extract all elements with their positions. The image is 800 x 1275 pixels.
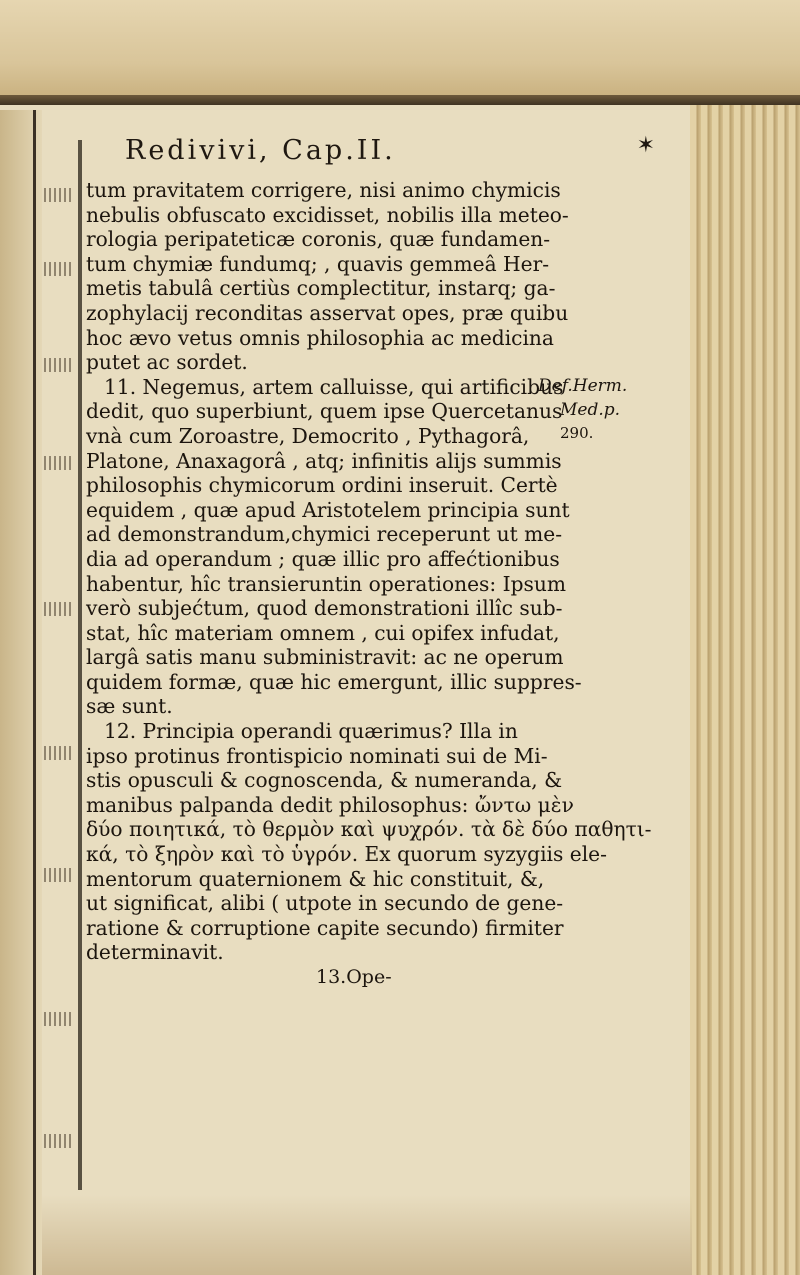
gutter-mark	[44, 262, 72, 276]
text-line: largâ satis manu subministravit: ac ne operum	[86, 645, 564, 670]
text-line: metis tabulâ certiùs complectitur, instarq; ga-	[86, 276, 556, 301]
text-line: hoc ævo vetus omnis philosophia ac medicina	[86, 325, 554, 350]
margin-note-page: 290.	[560, 424, 594, 442]
text-line: zophylacij reconditas asservat opes, præ quibu	[86, 300, 569, 325]
text-line: ut significat, alibi ( utpote in secundo de gene-	[86, 891, 564, 916]
text-line: tum pravitatem corrigere, nisi animo chymicis	[86, 178, 561, 202]
body-text	[86, 178, 652, 990]
gutter-mark	[44, 358, 72, 372]
text-line: nebulis obfuscato excidisset, nobilis illa meteo-	[86, 202, 569, 227]
text-line: δύο ποιητικά, τὸ θερμὸν καὶ ψυχρόν. τὰ δὲ δύο παθητι-	[86, 817, 652, 842]
text-line: stat, hîc materiam omnem , cui opifex infudat,	[86, 620, 560, 645]
text-line: habentur, hîc transieruntin operationes: Ipsum	[86, 571, 567, 596]
gutter-mark	[44, 868, 72, 882]
text-line: 11. Negemus, artem calluisse, qui artificibus	[104, 374, 564, 399]
text-margin-rule	[78, 140, 82, 1190]
gutter-mark	[44, 1012, 72, 1026]
text-line: verò subjećtum, quod demonstrationi illîc sub-	[86, 596, 563, 621]
text-line: tum chymiæ fundumq; , quavis gemmeâ Her-	[86, 251, 550, 276]
text-line: putet ac sordet.	[86, 350, 248, 375]
text-line: dia ad operandum ; quæ illic pro affećtionibus	[86, 546, 560, 571]
text-line: 12. Principia operandi quærimus? Illa in	[104, 719, 518, 744]
text-line: mentorum quaternionem & hic constituit, &,	[86, 866, 545, 891]
running-head: Redivivi, Cap.II.	[125, 135, 396, 166]
gutter-mark	[44, 746, 72, 760]
page-mark: ✶	[636, 133, 655, 158]
gutter-mark	[44, 188, 72, 202]
page-bottom-shadow	[42, 1195, 692, 1275]
text-line: sæ sunt.	[86, 694, 173, 719]
catchword: 13.Ope-	[316, 966, 392, 988]
text-line: Platone, Anaxagorâ , atq; infinitis alijs summis	[86, 448, 562, 473]
text-line: vnà cum Zoroastre, Democrito , Pythagorâ,	[86, 423, 530, 448]
gutter-mark	[44, 602, 72, 616]
gutter-rule	[33, 110, 36, 1275]
gutter-mark	[44, 1134, 72, 1148]
text-line: dedit, quo superbiunt, quem ipse Quercetanus	[86, 399, 563, 424]
page-top-edge	[0, 0, 800, 105]
margin-note-def-herm: Def.Herm.	[538, 376, 628, 396]
text-line: equidem , quæ apud Aristotelem principia sunt	[86, 497, 570, 522]
text-line: ratione & corruptione capite secundo) firmiter	[86, 915, 564, 940]
page-header	[115, 135, 655, 175]
text-line: stis opusculi & cognoscenda, & numeranda, &	[86, 768, 563, 793]
margin-note-med: Med.p.	[560, 400, 621, 420]
text-line: ipso protinus frontispicio nominati sui de Mi-	[86, 743, 548, 768]
text-line: determinavit.	[86, 940, 224, 965]
gutter-mark	[44, 456, 72, 470]
text-line: quidem formæ, quæ hic emergunt, illic suppres-	[86, 669, 582, 694]
text-line: manibus palpanda dedit philosophus: ὤντω μὲν	[86, 792, 574, 817]
text-line: ad demonstrandum,chymici receperunt ut me-	[86, 522, 563, 547]
text-line: philosophis chymicorum ordini inseruit. Certè	[86, 473, 558, 498]
text-line: κά, τὸ ξηρὸν καὶ τὸ ὑγρόν. Ex quorum syzygiis ele-	[86, 842, 607, 867]
text-line: rologia peripateticæ coronis, quæ fundamen-	[86, 227, 551, 252]
page-fore-edge	[690, 105, 800, 1275]
